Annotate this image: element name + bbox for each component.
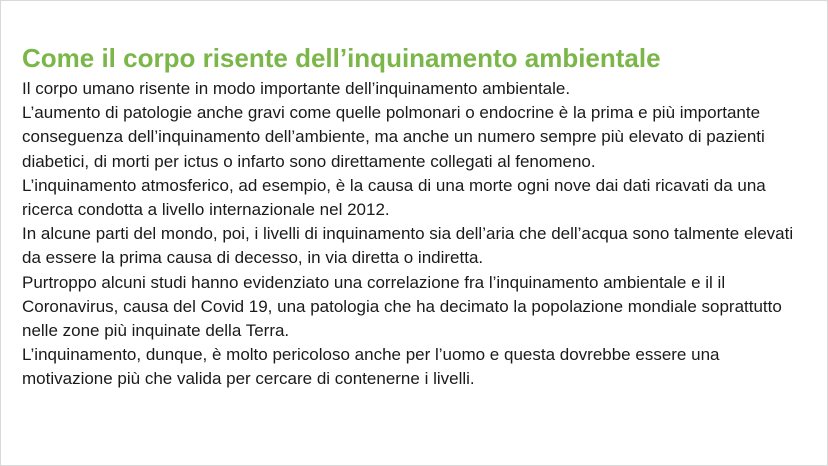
- slide-body: [22, 77, 812, 392]
- paragraph-pathologies: L’aumento di patologie anche gravi come quelle polmonari o endocrine è la prima e più importante conseguenza dell’inquinamento dell’ambiente, ma anche un numero sempre più elevato di pazienti diabetici, di morti per ictus o infarto sono direttamente collegati al fenomeno.: [22, 103, 765, 171]
- paragraph-world-regions: In alcune parti del mondo, poi, i livelli di inquinamento sia dell’aria che dell’acqua sono talmente elevati da essere la prima causa di decesso, in via diretta o indiretta.: [22, 224, 794, 268]
- paragraph-conclusion: L’inquinamento, dunque, è molto pericoloso anche per l’uomo e questa dovrebbe essere una motivazione più che valida per cercare di contenerne i livelli.: [22, 345, 720, 389]
- slide-content: [22, 41, 812, 392]
- paragraph-intro: Il corpo umano risente in modo importante dell’inquinamento ambientale.: [22, 79, 571, 98]
- paragraph-coronavirus: Purtroppo alcuni studi hanno evidenziato una correlazione fra l’inquinamento ambientale e il il Coronavirus, causa del Covid 19, una patologia che ha decimato la popolazione mondiale soprattutto nelle zone più inquinate della Terra.: [22, 272, 782, 341]
- paragraph-atmospheric: L’inquinamento atmosferico, ad esempio, è la causa di una morte ogni nove dai dati ricavati da una ricerca condotta a livello internazionale nel 2012.: [22, 175, 766, 220]
- slide-title: Come il corpo risente dell’inquinamento ambientale: [22, 43, 661, 73]
